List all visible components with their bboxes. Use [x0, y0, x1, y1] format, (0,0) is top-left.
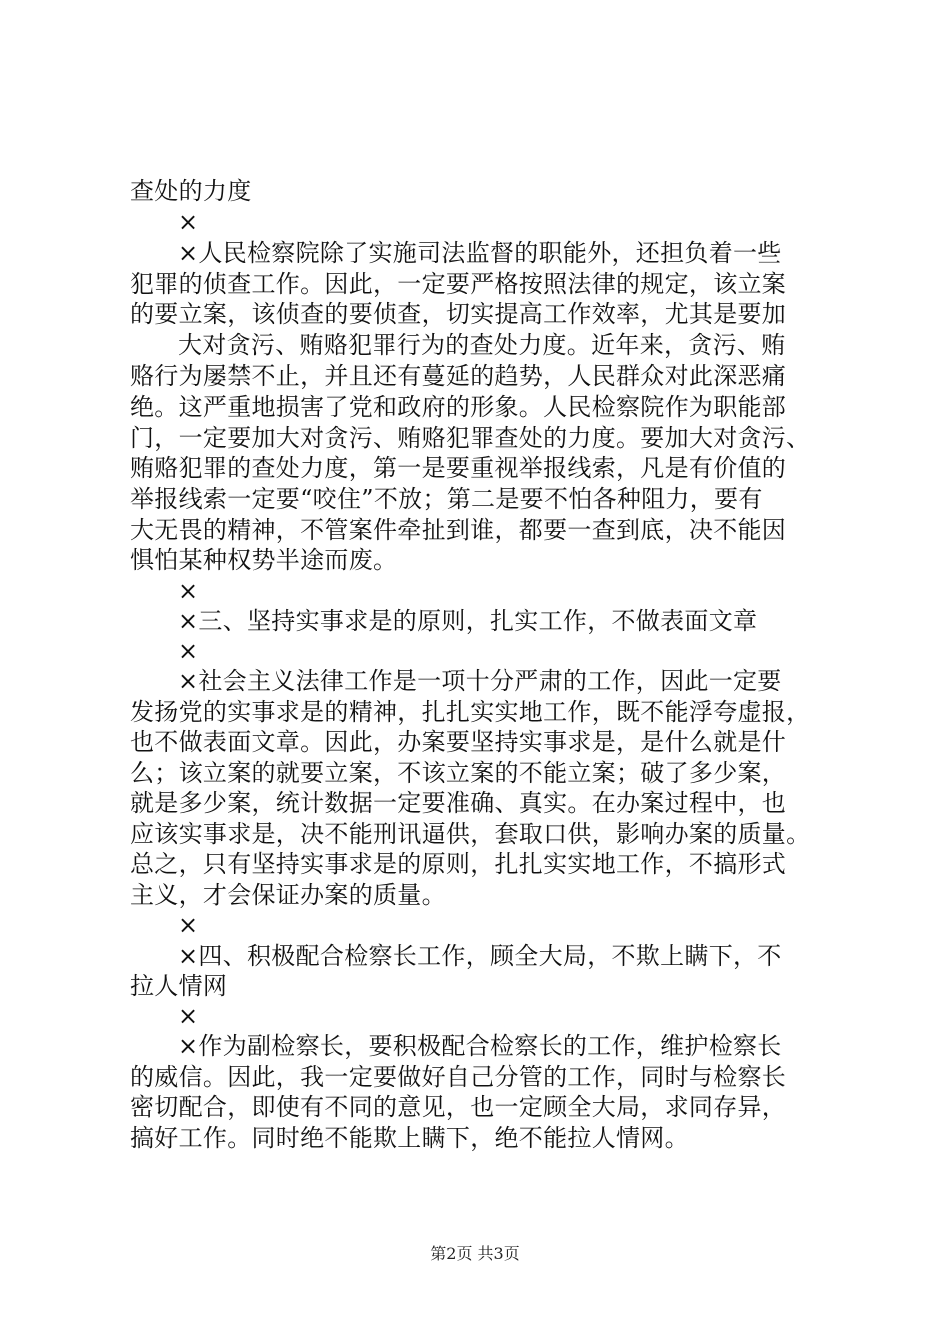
section-heading: ×四、积极配合检察长工作，顾全大局，不欺上瞒下，不 [178, 942, 782, 970]
section-heading: ×三、坚持实事求是的原则，扎实工作，不做表面文章 [178, 607, 758, 635]
page-number-footer: 第2页 共3页 [430, 1244, 520, 1263]
text-line: 大对贪污、贿赂犯罪行为的查处力度。近年来，贪污、贿 [178, 331, 786, 359]
text-line: 总之，只有坚持实事求是的原则，扎扎实实地工作，不搞形式 [130, 850, 787, 878]
text-line: 搞好工作。同时绝不能欺上瞒下，绝不能拉人情网。 [130, 1124, 689, 1152]
text-line: 就是多少案，统计数据一定要准确、真实。在办案过程中，也 [130, 789, 787, 817]
text-line: 绝。这严重地损害了党和政府的形象。人民检察院作为职能部 [130, 393, 787, 421]
text-line: 赂行为屡禁不止，并且还有蔓延的趋势，人民群众对此深恶痛 [130, 362, 787, 390]
text-line: 惧怕某种权势半途而废。 [130, 546, 398, 574]
text-line: 拉人情网 [130, 972, 228, 1000]
text-line: 门，一定要加大对贪污、贿赂犯罪查处的力度。要加大对贪污、 [130, 424, 811, 452]
text-line: 大无畏的精神，不管案件牵扯到谁，都要一查到底，决不能因 [130, 516, 787, 544]
text-line: 应该实事求是，决不能刑讯逼供，套取口供，影响办案的质量。 [130, 820, 811, 848]
text-line: × [178, 208, 199, 236]
text-line: × [178, 577, 199, 605]
text-line: × [178, 911, 199, 939]
text-line: 也不做表面文章。因此，办案要坚持实事求是，是什么就是什 [130, 728, 787, 756]
text-line: 举报线索一定要“咬住”不放；第二是要不怕各种阻力，要有 [130, 485, 763, 513]
text-line: 犯罪的侦查工作。因此，一定要严格按照法律的规定，该立案 [130, 270, 787, 298]
text-line: × [178, 637, 199, 665]
text-line: 的要立案，该侦查的要侦查，切实提高工作效率，尤其是要加 [130, 300, 787, 328]
text-line: × [178, 1002, 199, 1030]
text-line: ×社会主义法律工作是一项十分严肃的工作，因此一定要 [178, 667, 782, 695]
text-line: 主义，才会保证办案的质量。 [130, 881, 446, 909]
text-line: 贿赂犯罪的查处力度，第一是要重视举报线索，凡是有价值的 [130, 454, 787, 482]
text-line: 发扬党的实事求是的精神，扎扎实实地工作，既不能浮夸虚报， [130, 698, 811, 726]
text-line: 么；该立案的就要立案，不该立案的不能立案；破了多少案， [130, 759, 787, 787]
text-line: ×作为副检察长，要积极配合检察长的工作，维护检察长 [178, 1032, 782, 1060]
text-line: 查处的力度 [130, 177, 252, 205]
text-line: 密切配合，即使有不同的意见，也一定顾全大局，求同存异， [130, 1093, 787, 1121]
text-line: ×人民检察院除了实施司法监督的职能外，还担负着一些 [178, 239, 782, 267]
text-line: 的威信。因此，我一定要做好自己分管的工作，同时与检察长 [130, 1063, 787, 1091]
